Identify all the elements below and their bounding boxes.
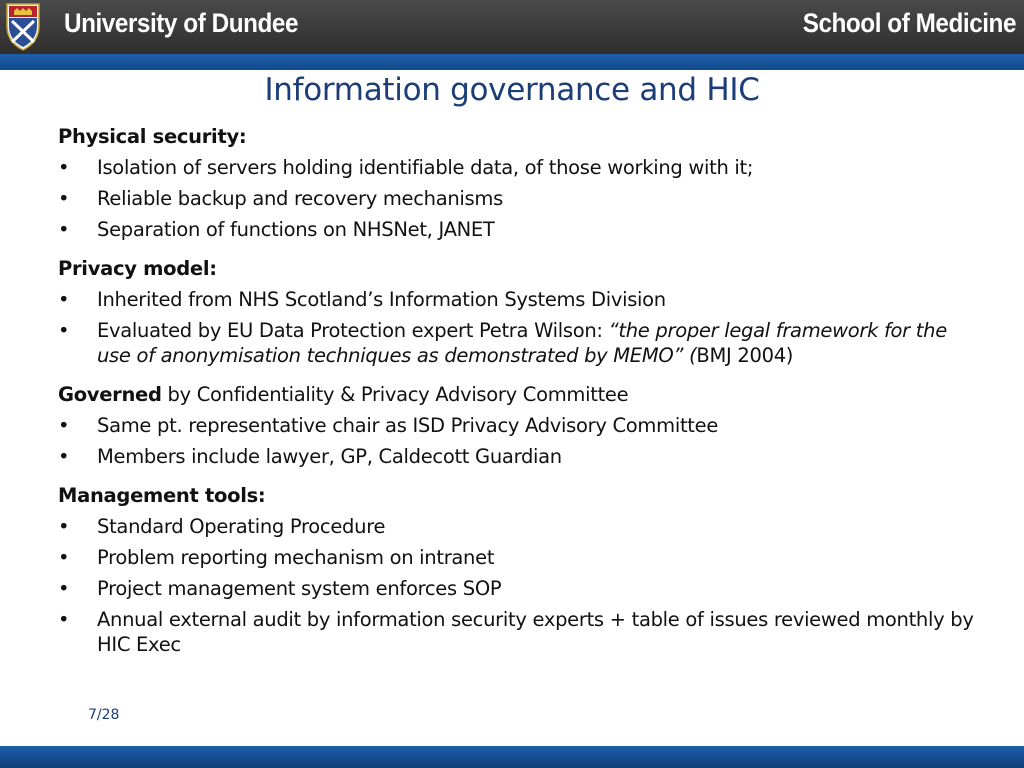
header-bar: [0, 0, 1024, 54]
list-item-evaluated: [58, 318, 978, 368]
page-number: 7/28: [88, 707, 120, 723]
governance-heading-bold: Governed: [58, 383, 162, 406]
physical-security-heading: Physical security:: [58, 125, 247, 148]
physical-security-list: [58, 155, 978, 242]
school-name: School of Medicine: [802, 8, 1016, 38]
management-tools-heading: Management tools:: [58, 484, 266, 507]
university-crest-icon: [5, 2, 41, 52]
list-item: • Standard Operating Procedure: [58, 514, 978, 539]
footer-bar: [0, 746, 1024, 768]
slide-content: [58, 124, 978, 671]
list-item: • Project management system enforces SOP: [58, 576, 978, 601]
header-stripe: [0, 54, 1024, 70]
evaluated-quote: “the proper legal framework for the use of anonymisation techniques as demonstrated by MEMO” (: [97, 319, 947, 367]
physical-security-section: [58, 124, 978, 242]
list-item: • Separation of functions on NHSNet, JANET: [58, 217, 978, 242]
evaluated-citation: BMJ 2004): [696, 344, 794, 367]
governance-list: [58, 413, 978, 469]
management-tools-list: [58, 514, 978, 657]
governance-heading-rest: by Confidentiality & Privacy Advisory Committee: [161, 383, 629, 406]
governance-section: [58, 382, 978, 469]
privacy-model-section: [58, 256, 978, 368]
list-item: • Reliable backup and recovery mechanisms: [58, 186, 978, 211]
privacy-model-heading: Privacy model:: [58, 257, 217, 280]
management-tools-section: [58, 483, 978, 657]
governance-heading: [58, 382, 978, 407]
list-item: • Isolation of servers holding identifiable data, of those working with it;: [58, 155, 978, 180]
evaluated-prefix: Evaluated by EU Data Protection expert Petra Wilson:: [97, 319, 609, 342]
university-name: University of Dundee: [64, 8, 299, 38]
list-item: • Problem reporting mechanism on intranet: [58, 545, 978, 570]
privacy-model-list: [58, 287, 978, 368]
list-item: • Inherited from NHS Scotland’s Information Systems Division: [58, 287, 978, 312]
list-item: • Members include lawyer, GP, Caldecott Guardian: [58, 444, 978, 469]
list-item: • Annual external audit by information security experts + table of issues reviewed monthly by HIC Exec: [58, 607, 978, 657]
list-item: • Same pt. representative chair as ISD Privacy Advisory Committee: [58, 413, 978, 438]
slide-title: Information governance and HIC: [264, 72, 760, 108]
